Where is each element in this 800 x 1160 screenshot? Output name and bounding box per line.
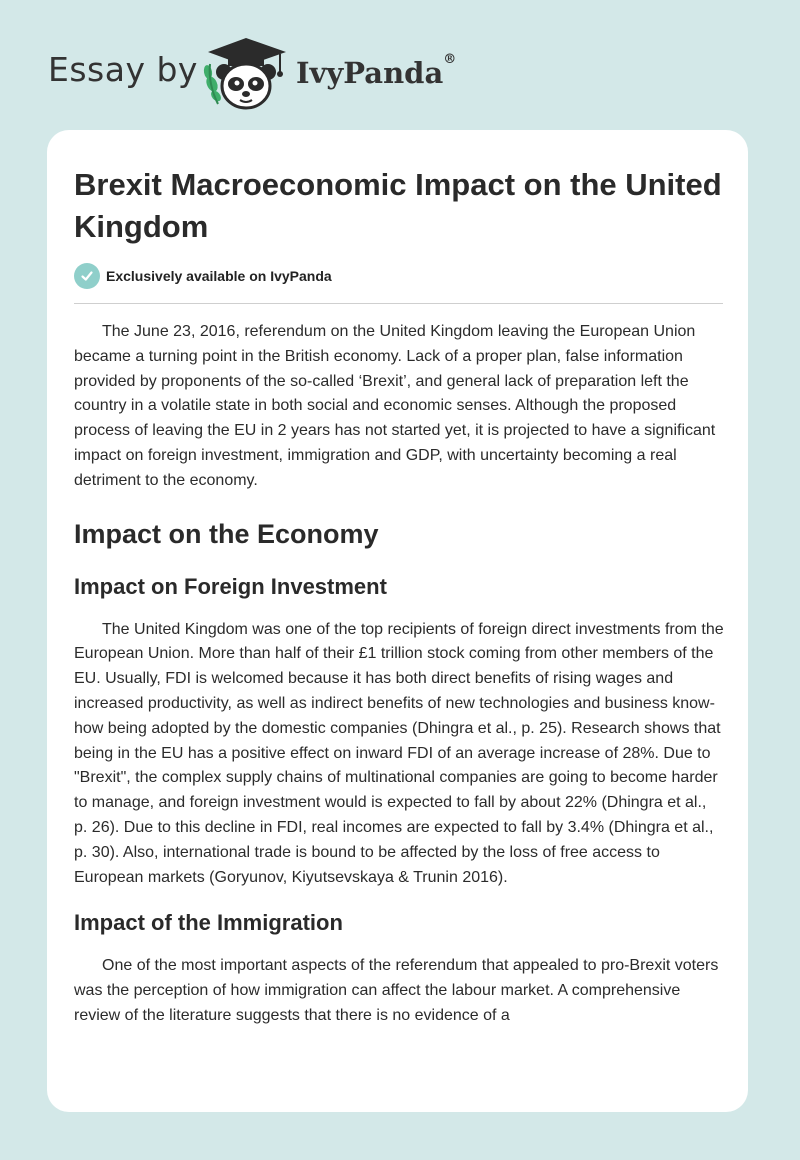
ivypanda-logo-icon[interactable] <box>200 34 292 112</box>
site-header <box>0 0 800 130</box>
exclusive-badge-label: Exclusively available on IvyPanda <box>106 268 332 284</box>
title-divider <box>74 303 723 304</box>
foreign-investment-paragraph: The United Kingdom was one of the top recipients of foreign direct investments from the European Union. More than half of their £1 trillion stock coming from other members of the EU. Usually, FDI is welcomed because it has both direct benefits of rising wages and increased productivity, as well as indirect benefits of new technologies and business know-how being adopted by the domestic companies (Dhingra et al., p. 25). Research shows that being in the EU has a positive effect on inward FDI of an average increase of 28%. Due to "Brexit", the complex supply chains of multinational companies are going to become harder to manage, and foreign investment would is expected to fall by about 22% (Dhingra et al., p. 26). Due to this decline in FDI, real incomes are expected to fall by 3.4% (Dhingra et al., p. 30). Also, international trade is bound to be affected by the loss of free access to European markets (Goryunov, Kiyutsevskaya & Trunin 2016). <box>74 620 724 886</box>
subsection-heading-immigration: Impact of the Immigration <box>74 910 343 936</box>
registered-mark: ® <box>443 52 457 67</box>
page-title: Brexit Macroeconomic Impact on the United Kingdom <box>74 167 722 244</box>
subsection-heading-foreign-investment: Impact on Foreign Investment <box>74 573 387 599</box>
essay-by-label: Essay by <box>48 50 198 89</box>
brand-name-text: IvyPanda <box>296 56 444 90</box>
immigration-paragraph: One of the most important aspects of the referendum that appealed to pro-Brexit voters was the perception of how immigration can affect the labour market. A comprehensive review of the literature suggests that there is no evidence of a <box>74 957 719 1024</box>
intro-paragraph: The June 23, 2016, referendum on the United Kingdom leaving the European Union became a turning point in the British economy. Lack of a proper plan, false information provided by proponents of the so-called ‘Brexit’, and general lack of preparation left the country in a volatile state in both social and economic senses. Although the proposed process of leaving the EU in 2 years has not started yet, it is projected to have a significant impact on foreign investment, immigration and GDP, with uncertainty becoming a real detriment to the economy. <box>74 323 716 489</box>
essay-body <box>74 320 724 1029</box>
section-heading-economy: Impact on the Economy <box>74 518 379 549</box>
exclusive-badge <box>74 262 332 290</box>
check-circle-icon <box>74 263 100 289</box>
essay-card <box>47 130 748 1112</box>
brand-name[interactable] <box>296 52 457 90</box>
